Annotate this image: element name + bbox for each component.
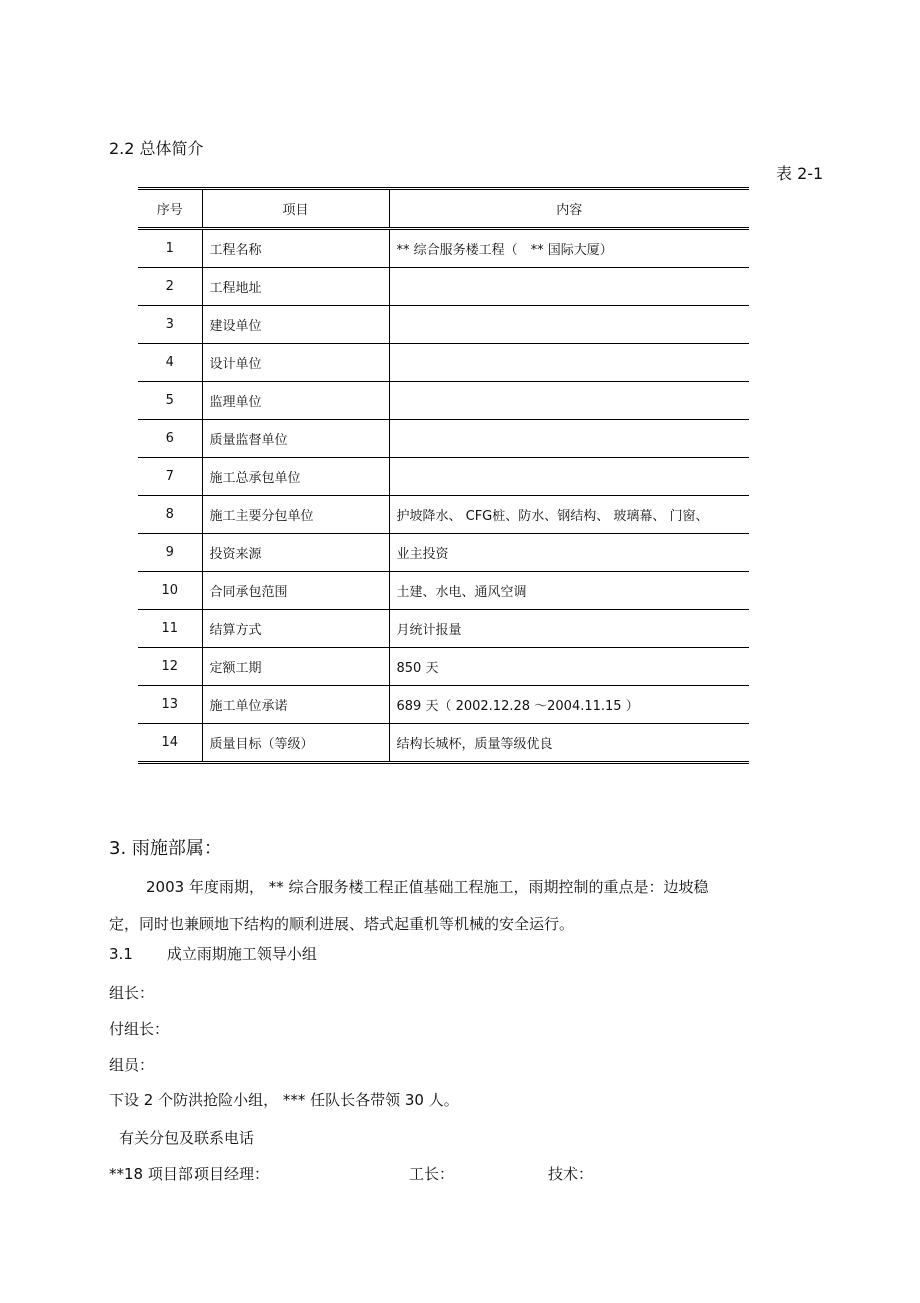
header-content: 内容	[389, 189, 749, 229]
table-row	[138, 648, 749, 686]
row-item: 施工主要分包单位	[202, 496, 389, 534]
row-content	[389, 382, 749, 420]
row-content: 护坡降水、 CFG桩、防水、钢结构、 玻璃幕、 门窗、	[389, 496, 749, 534]
row-item: 合同承包范围	[202, 572, 389, 610]
row-no: 11	[138, 610, 202, 648]
row-content	[389, 306, 749, 344]
section-3-heading: 3. 雨施部属：	[109, 838, 222, 859]
subsection-3-1	[109, 943, 317, 964]
row-content	[389, 344, 749, 382]
row-no: 9	[138, 534, 202, 572]
row-no: 8	[138, 496, 202, 534]
row-no: 12	[138, 648, 202, 686]
row-content	[389, 420, 749, 458]
leader-label: 组长：	[109, 984, 155, 1002]
table-row	[138, 724, 749, 763]
row-content: 689 天（ 2002.12.28 ～2004.11.15 ）	[389, 686, 749, 724]
row-content	[389, 268, 749, 306]
row-no: 2	[138, 268, 202, 306]
table-row	[138, 420, 749, 458]
row-item: 投资来源	[202, 534, 389, 572]
row-no: 13	[138, 686, 202, 724]
technician-label: 技术：	[548, 1165, 594, 1183]
table-header-row	[138, 189, 749, 229]
subsection-number: 3.1	[109, 945, 133, 963]
project-overview-table	[138, 187, 749, 764]
row-item: 工程名称	[202, 229, 389, 268]
row-no: 4	[138, 344, 202, 382]
table-row	[138, 268, 749, 306]
row-no: 1	[138, 229, 202, 268]
section-title: 2.2 总体简介	[109, 139, 204, 158]
paragraph-line-1: 2003 年度雨期， ** 综合服务楼工程正值基础工程施工，雨期控制的重点是：边坡稳	[146, 878, 709, 896]
row-content	[389, 458, 749, 496]
header-item: 项目	[202, 189, 389, 229]
row-content: 月统计报量	[389, 610, 749, 648]
row-item: 设计单位	[202, 344, 389, 382]
row-content: 业主投资	[389, 534, 749, 572]
table-row	[138, 306, 749, 344]
table-row	[138, 344, 749, 382]
row-no: 6	[138, 420, 202, 458]
members-label: 组员：	[109, 1056, 155, 1074]
row-content: 结构长城杯，质量等级优良	[389, 724, 749, 763]
row-no: 14	[138, 724, 202, 763]
subsection-title: 成立雨期施工领导小组	[166, 945, 317, 963]
foreman-label: 工长：	[409, 1165, 455, 1183]
project-manager-label: 项目经理：	[194, 1165, 270, 1183]
contacts-heading: 有关分包及联系电话	[119, 1129, 255, 1147]
department-label: **18 项目部：	[109, 1165, 208, 1183]
table-row	[138, 534, 749, 572]
row-item: 定额工期	[202, 648, 389, 686]
paragraph-line-2: 定，同时也兼顾地下结构的顺利进展、塔式起重机等机械的安全运行。	[109, 915, 575, 933]
row-content: ** 综合服务楼工程（ ** 国际大厦）	[389, 229, 749, 268]
table-row	[138, 496, 749, 534]
teams-line: 下设 2 个防洪抢险小组， *** 任队长各带领 30 人。	[109, 1091, 459, 1109]
table-row	[138, 610, 749, 648]
row-item: 监理单位	[202, 382, 389, 420]
row-item: 施工单位承诺	[202, 686, 389, 724]
table-number: 表 2-1	[776, 164, 824, 183]
row-no: 3	[138, 306, 202, 344]
table-row	[138, 572, 749, 610]
deputy-leader-label: 付组长：	[109, 1020, 170, 1038]
row-content: 土建、水电、通风空调	[389, 572, 749, 610]
table-row	[138, 458, 749, 496]
table-row	[138, 686, 749, 724]
row-item: 建设单位	[202, 306, 389, 344]
table-row	[138, 382, 749, 420]
row-no: 5	[138, 382, 202, 420]
row-item: 结算方式	[202, 610, 389, 648]
row-no: 10	[138, 572, 202, 610]
row-item: 质量目标（等级）	[202, 724, 389, 763]
row-no: 7	[138, 458, 202, 496]
row-content: 850 天	[389, 648, 749, 686]
row-item: 质量监督单位	[202, 420, 389, 458]
row-item: 工程地址	[202, 268, 389, 306]
table-row	[138, 229, 749, 268]
row-item: 施工总承包单位	[202, 458, 389, 496]
header-no: 序号	[138, 189, 202, 229]
